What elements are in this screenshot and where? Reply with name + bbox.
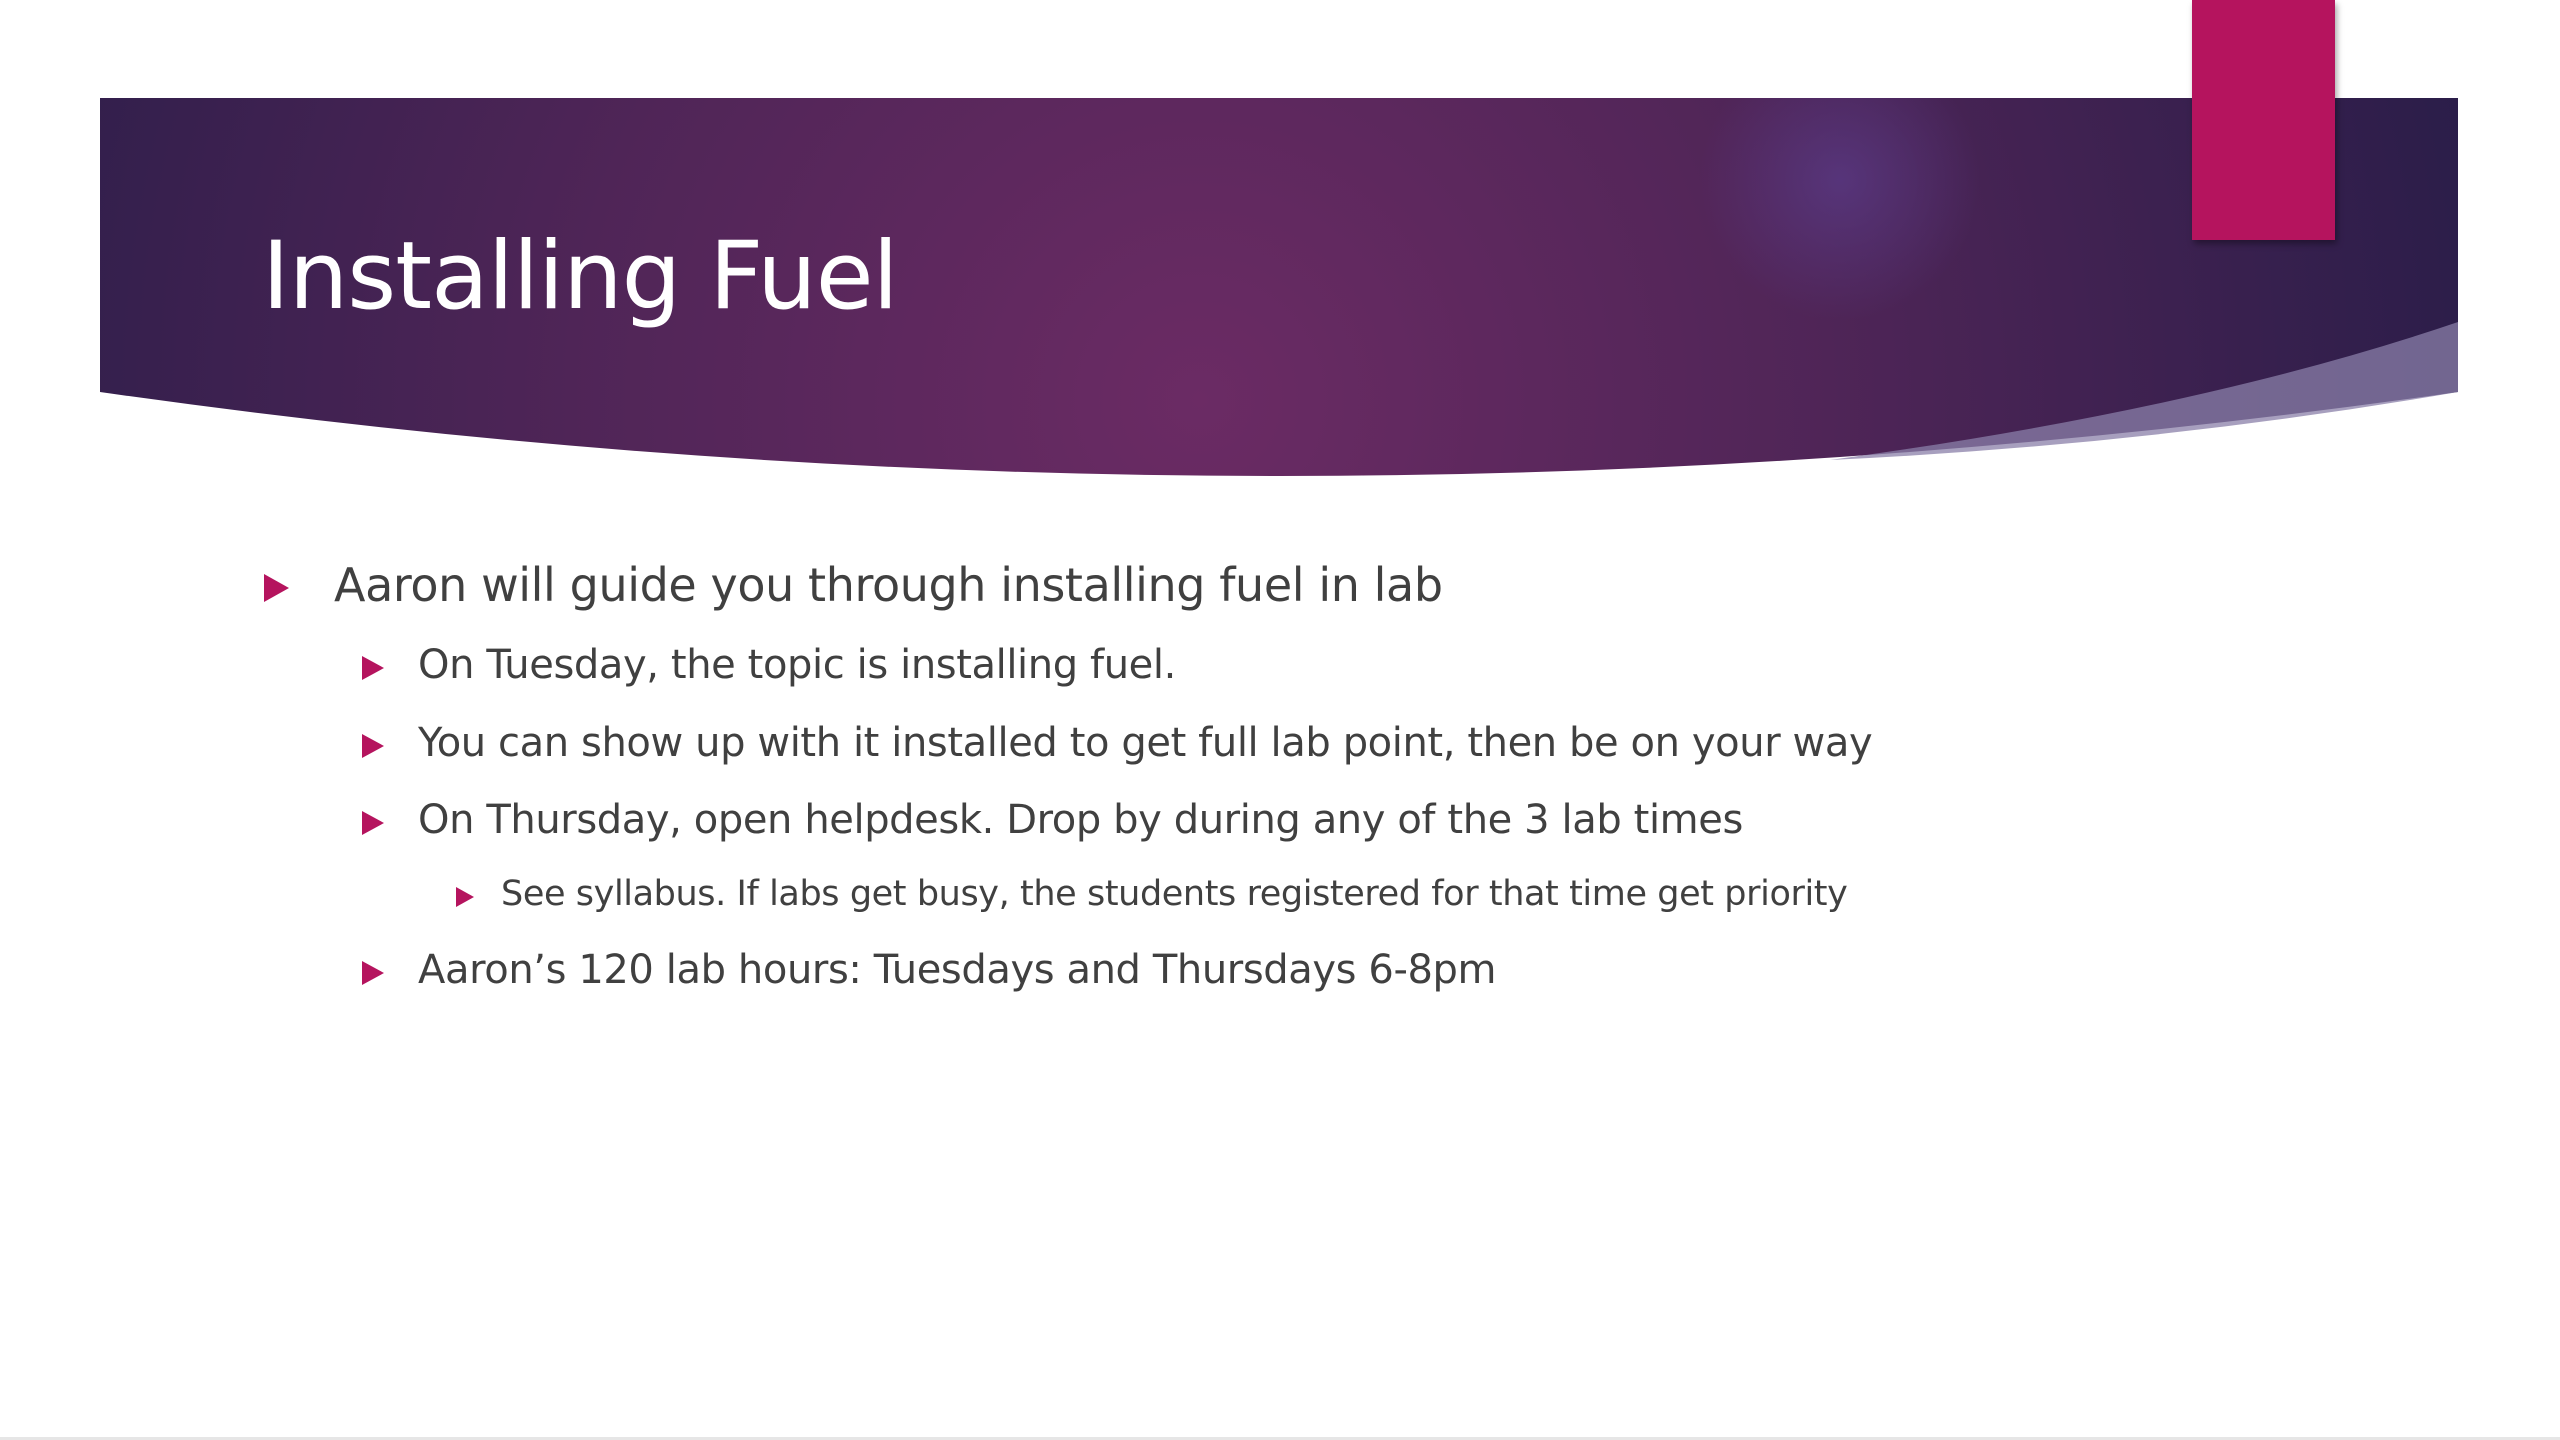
bullet-text: You can show up with it installed to get full lab point, then be on your way	[418, 720, 1873, 766]
bullet-item	[418, 797, 1743, 843]
triangle-right-icon	[362, 734, 384, 758]
bullet-item	[501, 874, 1847, 914]
bullet-item	[418, 720, 1872, 766]
triangle-right-icon	[362, 961, 384, 985]
bullet-text: Aaron will guide you through installing fuel in lab	[334, 558, 1443, 612]
bullet-text: On Tuesday, the topic is installing fuel.	[418, 642, 1176, 688]
bullet-item	[418, 642, 1176, 688]
bullet-text: Aaron’s 120 lab hours: Tuesdays and Thursdays 6-8pm	[418, 947, 1497, 993]
bullet-item	[418, 947, 1496, 993]
bullet-item	[334, 558, 1443, 612]
slide-title: Installing Fuel	[262, 222, 898, 331]
triangle-right-icon	[264, 574, 289, 602]
bullet-text: On Thursday, open helpdesk. Drop by during any of the 3 lab times	[418, 797, 1743, 843]
triangle-right-icon	[362, 811, 384, 835]
accent-tab	[2192, 0, 2335, 240]
triangle-right-icon	[456, 887, 474, 907]
triangle-right-icon	[362, 656, 384, 680]
bullet-text: See syllabus. If labs get busy, the students registered for that time get priority	[501, 874, 1848, 914]
